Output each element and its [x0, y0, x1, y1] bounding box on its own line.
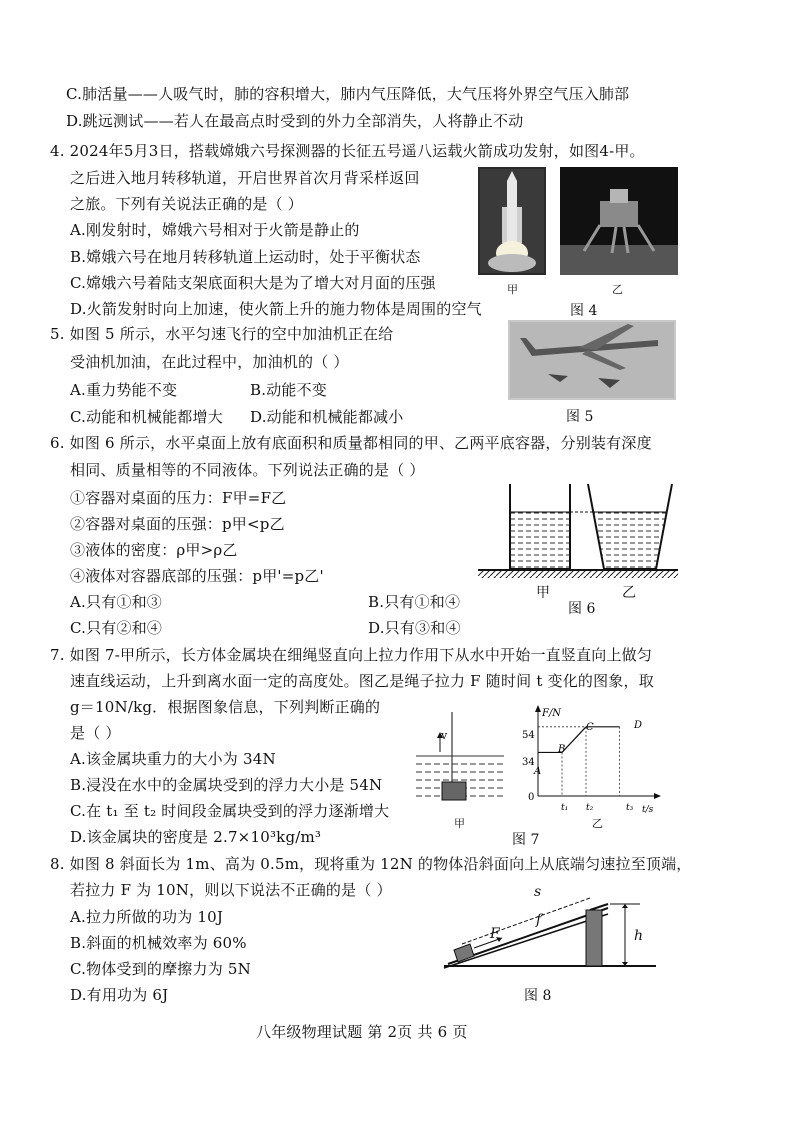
q6-option-c: C.只有②和④ — [70, 619, 163, 637]
q4-stem-line2: 之后进入地月转移轨道，开启世界首次月背采样返回 — [70, 169, 420, 187]
figure8-label-F: F — [490, 926, 500, 942]
graph-ylabel: F/N — [542, 708, 562, 719]
q7-option-a: A.该金属块重力的大小为 34N — [70, 750, 276, 768]
q7-option-d: D.该金属块的密度是 2.7×10³kg/m³ — [70, 828, 322, 846]
page-footer: 八年级物理试题 第 2页 共 6 页 — [256, 1023, 468, 1041]
q3-option-d: D.跳远测试——若人在最高点时受到的外力全部消失，人将静止不动 — [66, 112, 524, 130]
q7-stem-line2: 速直线运动，上升到离水面一定的高度处。图乙是绳子拉力 F 随时间 t 变化的图象，取 — [70, 672, 654, 690]
graph-point-d: D — [634, 720, 643, 731]
graph-xtick-t2: t₂ — [586, 803, 594, 813]
q4-option-b: B.嫦娥六号在地月转移轨道上运动时，处于平衡状态 — [70, 248, 421, 266]
figure6-label-jia: 甲 — [536, 585, 550, 601]
q6-option-b: B.只有①和④ — [368, 593, 461, 611]
figure8-label-s: s — [534, 884, 542, 900]
q8-option-c: C.物体受到的摩擦力为 5N — [70, 960, 251, 978]
q7-stem-line4: 是（ ） — [70, 724, 121, 742]
q6-option-d: D.只有③和④ — [368, 619, 461, 637]
graph-point-c: C — [586, 722, 594, 733]
q8-stem-line2: 若拉力 F 为 10N，则以下说法不正确的是（ ） — [70, 881, 392, 899]
q5-stem-line2: 受油机加油，在此过程中，加油机的（ ） — [70, 353, 349, 371]
q6-statement-1: ①容器对桌面的压力：F甲=F乙 — [70, 489, 287, 507]
figure4-label-jia: 甲 — [507, 283, 518, 296]
figure7-block-in-water — [414, 712, 506, 812]
figure8-caption: 图 8 — [524, 988, 552, 1004]
q8-option-b: B.斜面的机械效率为 60% — [70, 934, 247, 952]
graph-point-b: B — [558, 744, 566, 755]
q6-statement-2: ②容器对桌面的压强：p甲<p乙 — [70, 515, 285, 533]
figure4-caption: 图 4 — [570, 303, 598, 319]
figure4-rocket-photo — [478, 167, 546, 275]
graph-ytick-34: 34 — [522, 757, 535, 768]
graph-xtick-t3: t₃ — [626, 803, 634, 813]
q8-stem-line1: 8. 如图 8 斜面长为 1m、高为 0.5m，现将重为 12N 的物体沿斜面向上从底端匀速拉至顶端， — [50, 855, 692, 873]
q4-stem-line1: 4. 2024年5月3日，搭载嫦娥六号探测器的长征五号遥八运载火箭成功发射，如图4-甲。 — [50, 142, 645, 160]
q6-stem-line1: 6. 如图 6 所示，水平桌面上放有底面积和质量都相同的甲、乙两平底容器，分别装有深度 — [50, 434, 652, 452]
graph-xtick-t1: t₁ — [561, 803, 569, 813]
q4-stem-line3: 之旅。下列有关说法正确的是（ ） — [70, 195, 303, 213]
q5-stem-line1: 5. 如图 5 所示，水平匀速飞行的空中加油机正在给 — [50, 325, 394, 343]
graph-point-a: A — [534, 766, 542, 777]
q7-option-c: C.在 t₁ 至 t₂ 时间段金属块受到的浮力逐渐增大 — [70, 802, 390, 820]
q7-stem-line1: 7. 如图 7-甲所示，长方体金属块在细绳竖直向上拉力作用下从水中开始一直竖直向上做匀 — [50, 646, 653, 664]
figure7-label-yi: 乙 — [592, 817, 603, 830]
figure6-caption: 图 6 — [568, 601, 596, 617]
figure5-caption: 图 5 — [566, 409, 594, 425]
graph-xlabel: t/s — [642, 805, 654, 815]
q6-statement-3: ③液体的密度：ρ甲>ρ乙 — [70, 541, 238, 559]
q5-option-c: C.动能和机械能都增大 — [70, 408, 223, 426]
q6-statement-4: ④液体对容器底部的压强：p甲'=p乙' — [70, 567, 324, 585]
q6-stem-line2: 相同、质量相等的不同液体。下列说法正确的是（ ） — [70, 461, 425, 479]
figure8-incline — [440, 878, 660, 974]
q4-option-c: C.嫦娥六号着陆支架底面积大是为了增大对月面的压强 — [70, 274, 436, 292]
figure5-refuel-photo — [508, 320, 676, 400]
figure4-label-yi: 乙 — [612, 283, 623, 296]
figure6-label-yi: 乙 — [622, 585, 636, 601]
q5-option-a: A.重力势能不变 — [70, 381, 178, 399]
q3-option-c: C.肺活量——人吸气时，肺的容积增大，肺内气压降低，大气压将外界空气压入肺部 — [66, 85, 630, 103]
graph-segment-BC — [562, 727, 586, 753]
q8-option-a: A.拉力所做的功为 10J — [70, 908, 224, 926]
figure6-containers — [478, 480, 678, 580]
figure7-v-label: v — [441, 729, 448, 742]
figure7-label-jia: 甲 — [454, 817, 465, 830]
figure4-lander-photo — [560, 167, 678, 275]
figure8-label-h: h — [634, 928, 644, 944]
graph-ytick-0: 0 — [528, 792, 535, 803]
q4-option-a: A.刚发射时，嫦娥六号相对于火箭是静止的 — [70, 221, 360, 239]
figure7-ft-graph — [516, 700, 666, 820]
q6-option-a: A.只有①和③ — [70, 593, 163, 611]
q7-option-b: B.浸没在水中的金属块受到的浮力大小是 54N — [70, 776, 383, 794]
graph-y-arrow — [535, 705, 541, 712]
q4-option-d: D.火箭发射时向上加速，使火箭上升的施力物体是周围的空气 — [70, 300, 482, 318]
q5-option-b: B.动能不变 — [250, 381, 327, 399]
q8-option-d: D.有用功为 6J — [70, 986, 169, 1004]
graph-x-arrow — [654, 793, 661, 799]
q5-option-d: D.动能和机械能都减小 — [250, 408, 404, 426]
graph-ytick-54: 54 — [522, 730, 535, 741]
figure7-caption: 图 7 — [512, 832, 540, 848]
figure8-label-f: f — [536, 912, 542, 928]
q7-stem-line3: g＝10N/kg．根据图象信息，下列判断正确的 — [70, 698, 381, 716]
